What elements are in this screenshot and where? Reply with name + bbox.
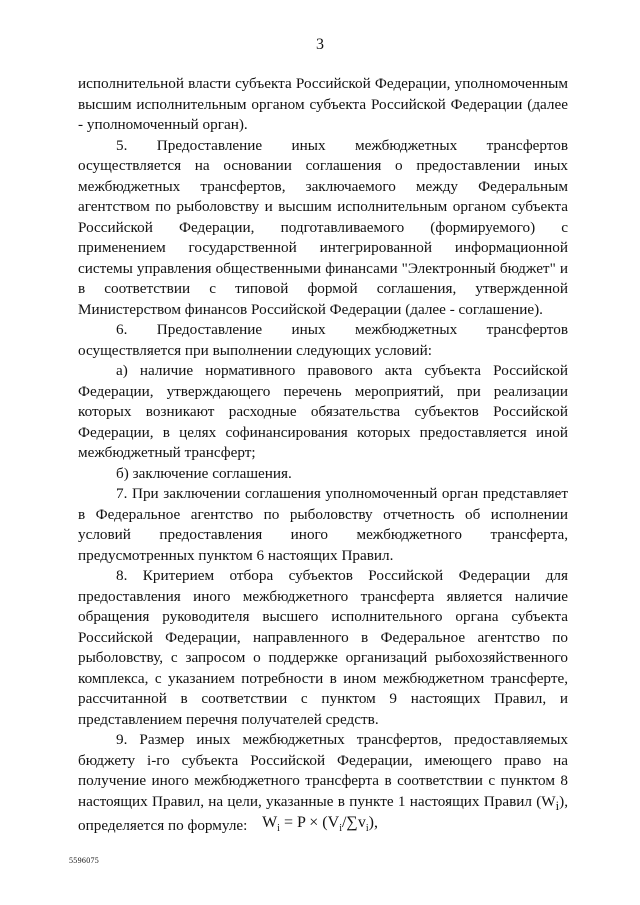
formula-tail: /∑v [341,814,366,831]
paragraph-0: исполнительной власти субъекта Российской Федерации, уполномоченным высшим исполнительным органом субъекта Российской Федерации (далее - уполномоченный орган). [78,75,568,133]
formula-tail-sub: i [365,823,369,835]
paragraph-6a: а) наличие нормативного правового акта субъекта Российской Федерации, утверждающего перечень мероприятий, при реализации которых возникают расходные обязательства субъектов Российской Федерации, в целях софинансирования которых предоставляется иной межбюджетный трансферт; [78,362,568,461]
document-body [78,74,568,837]
formula-v-sub: i [339,823,342,835]
formula-lhs: W [262,814,278,831]
formula [0,814,640,834]
paragraph-7: 7. При заключении соглашения уполномоченный орган представляет в Федеральное агентство по рыболовству отчетность об исполнении условий предоставления иного межбюджетного трансферта, предусмотренных пунктом 6 настоящих Правил. [78,485,568,564]
document-code: 5596075 [69,856,100,865]
paragraph-9-subscript: i [555,798,560,813]
page-number: 3 [316,36,324,53]
paragraph-6b: б) заключение соглашения. [116,464,292,482]
formula-end: ), [368,814,378,831]
formula-lhs-sub: i [277,823,280,835]
paragraph-9-tail: ), определяется по формуле: [78,792,568,835]
paragraph-5: 5. Предоставление иных межбюджетных трансфертов осуществляется на основании соглашения о предоставлении иных межбюджетных трансфертов, заключаемого между Федеральным агентством по рыболовству и высшим исполнительным органом субъекта Российской Федерации, подготавливаемого (формируемого) с применением государственной интегрированной информационной системы управления общественными финансами "Электронный бюджет" и в соответствии с типовой формой соглашения, утвержденной Министерством финансов Российской Федерации (далее - соглашение). [78,136,568,318]
paragraph-9-text: 9. Размер иных межбюджетных трансфертов, предоставляемых бюджету i-го субъекта Российской Федерации, имеющего право на получение иного межбюджетного трансферта в соответствии с пунктом 8 настоящих Правил, на цели, указанные в пункте 1 настоящих Правил (W [78,731,568,810]
paragraph-8: 8. Критерием отбора субъектов Российской Федерации для предоставления иного межбюджетного трансферта является наличие обращения руководителя высшего исполнительного органа субъекта Российской Федерации, направленного в Федеральное агентство по рыболовству, с запросом о поддержке организаций рыбохозяйственного комплекса, с указанием потребности в ином межбюджетном трансферте, рассчитанной в соответствии с пунктом 9 настоящих Правил, и представлением перечня получателей средств. [78,567,568,728]
formula-middle: = P × (V [279,814,340,831]
paragraph-6: 6. Предоставление иных межбюджетных трансфертов осуществляется при выполнении следующих условий: [78,321,568,359]
